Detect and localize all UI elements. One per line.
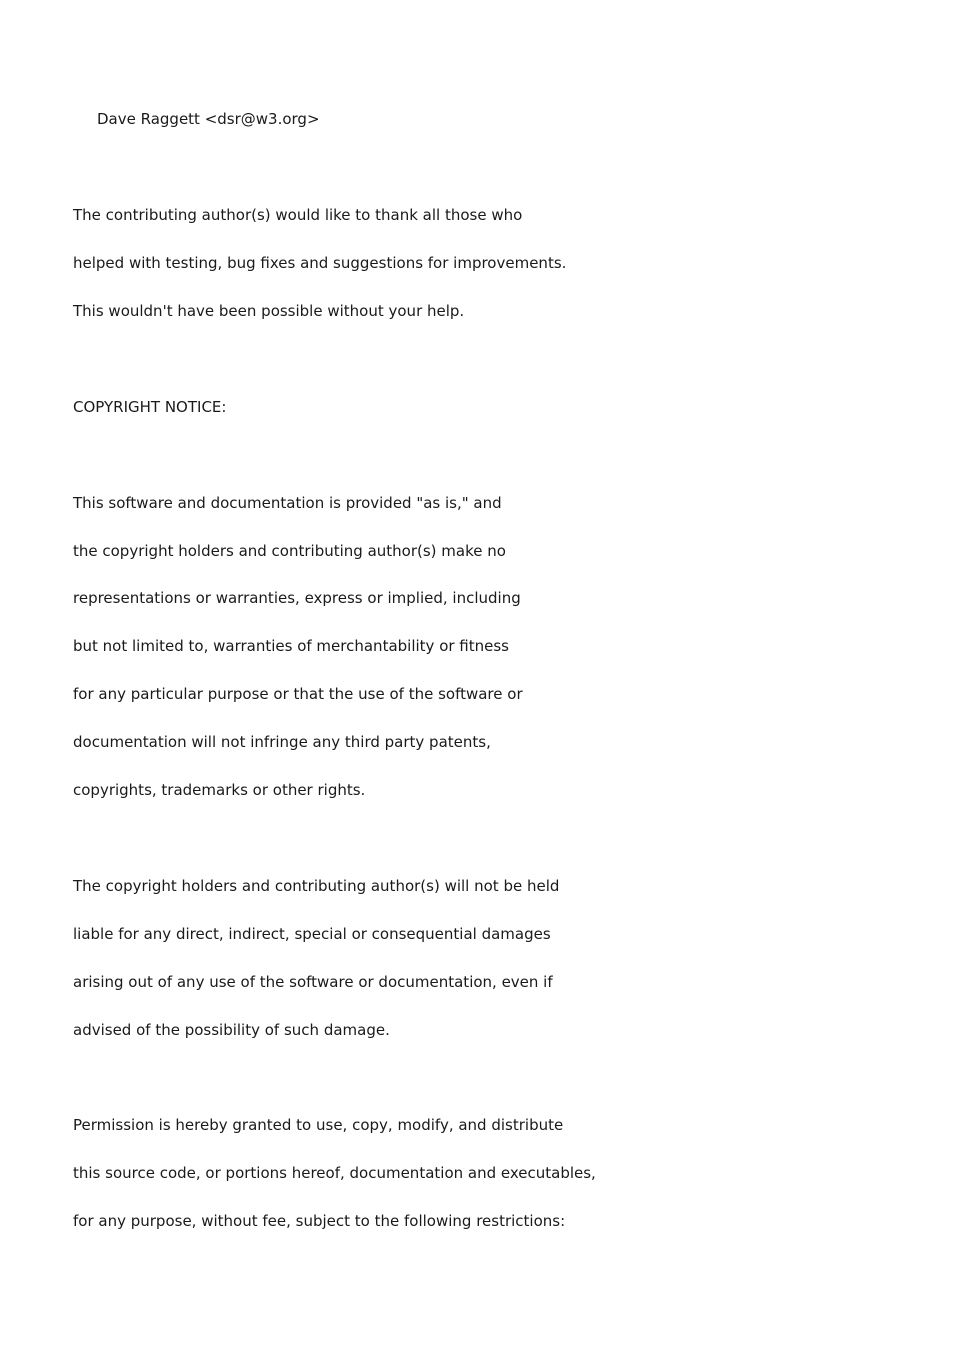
disclaimer-line-2: the copyright holders and contributing author(s) make no xyxy=(73,542,506,560)
author-line: Dave Raggett <dsr@w3.org> xyxy=(97,110,320,128)
liability-line-1: The copyright holders and contributing author(s) will not be held xyxy=(73,877,560,895)
disclaimer-line-4: but not limited to, warranties of merchantability or fitness xyxy=(73,637,509,655)
permission-line-1: Permission is hereby granted to use, copy, modify, and distribute xyxy=(73,1116,564,1134)
disclaimer-line-6: documentation will not infringe any third party patents, xyxy=(73,733,491,751)
acknowledgement-line-1: The contributing author(s) would like to thank all those who xyxy=(73,206,523,224)
disclaimer-line-7: copyrights, trademarks or other rights. xyxy=(73,781,366,799)
acknowledgement-line-2: helped with testing, bug fixes and suggestions for improvements. xyxy=(73,254,567,272)
liability-line-2: liable for any direct, indirect, special or consequential damages xyxy=(73,925,551,943)
disclaimer-line-3: representations or warranties, express or implied, including xyxy=(73,589,521,607)
permission-line-3: for any purpose, without fee, subject to the following restrictions: xyxy=(73,1212,566,1230)
acknowledgement-line-3: This wouldn't have been possible without your help. xyxy=(73,302,465,320)
disclaimer-line-1: This software and documentation is provided "as is," and xyxy=(73,494,502,512)
liability-line-4: advised of the possibility of such damage. xyxy=(73,1021,390,1039)
liability-line-3: arising out of any use of the software or documentation, even if xyxy=(73,973,553,991)
disclaimer-line-5: for any particular purpose or that the use of the software or xyxy=(73,685,523,703)
copyright-heading: COPYRIGHT NOTICE: xyxy=(73,398,227,416)
permission-line-2: this source code, or portions hereof, documentation and executables, xyxy=(73,1164,596,1182)
